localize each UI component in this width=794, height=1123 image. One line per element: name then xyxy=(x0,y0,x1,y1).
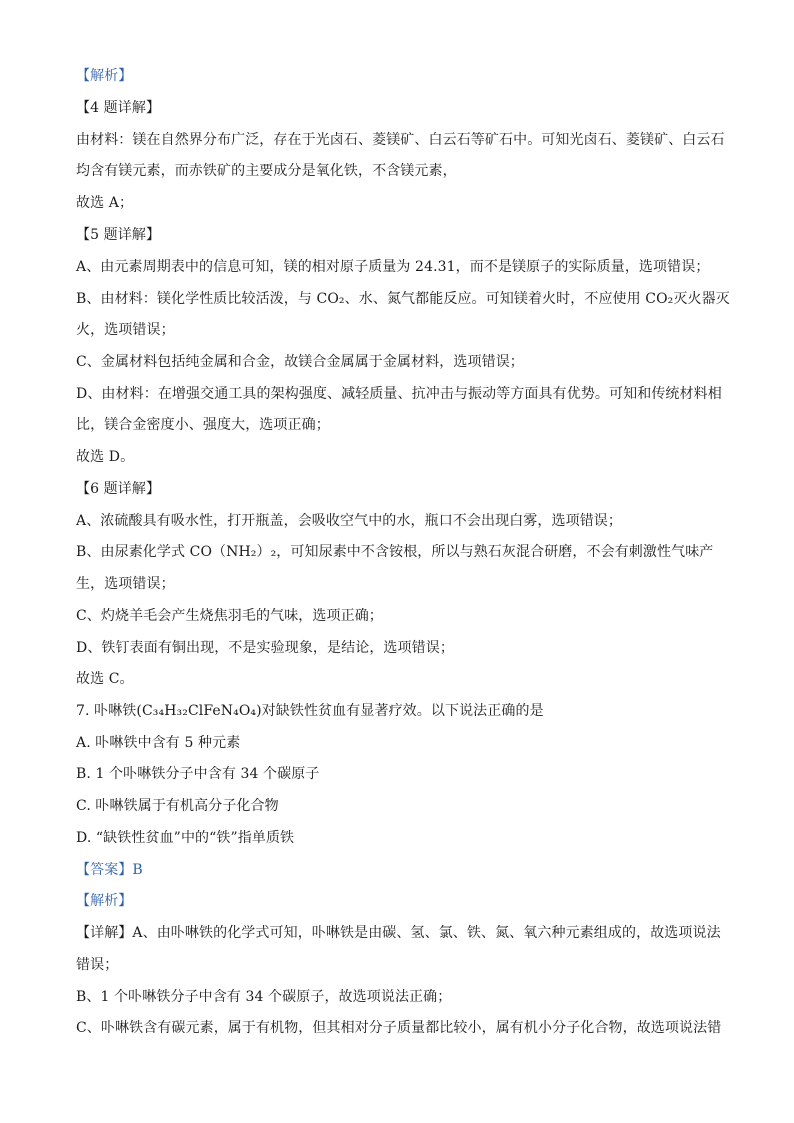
option-b-explanation: B、由尿素化学式 CO（NH₂）₂，可知尿素中不含铵根，所以与熟石灰混合研磨，不会有刺激性气味产 xyxy=(76,544,714,560)
detail-explanation: 【详解】A、由卟啉铁的化学式可知，卟啉铁是由碳、氢、氯、铁、氮、氧六种元素组成的，故选项说法 xyxy=(76,925,721,941)
option-a-explanation: A、浓硫酸具有吸水性，打开瓶盖，会吸收空气中的水，瓶口不会出现白雾，选项错误； xyxy=(76,513,623,529)
body-line: 生，选项错误； xyxy=(76,576,175,592)
question-7-option-b: B. 1 个卟啉铁分子中含有 34 个碳原子 xyxy=(76,766,320,782)
option-b-explanation: B、1 个卟啉铁分子中含有 34 个碳原子，故选项说法正确； xyxy=(76,989,452,1005)
answer-line: 故选 A； xyxy=(76,195,134,211)
question-7-option-c: C. 卟啉铁属于有机高分子化合物 xyxy=(76,798,279,814)
body-line: 由材料：镁在自然界分布广泛，存在于光卤石、菱镁矿、白云石等矿石中。可知光卤石、菱镁矿、白云石 xyxy=(76,132,725,148)
option-c-explanation: C、卟啉铁含有碳元素，属于有机物，但其相对分子质量都比较小，属有机小分子化合物，故选项说法错 xyxy=(76,1020,722,1036)
question-7-stem: 7. 卟啉铁(C₃₄H₃₂ClFeN₄O₄)对缺铁性贫血有显著疗效。以下说法正确的是 xyxy=(76,703,544,719)
body-line: 比，镁合金密度小、强度大，选项正确； xyxy=(76,417,330,433)
q5-detail-heading: 【5 题详解】 xyxy=(76,227,161,243)
answer-line: 故选 D。 xyxy=(76,449,135,465)
option-d-explanation: D、铁钉表面有铜出现，不是实验现象，是结论，选项错误； xyxy=(76,640,454,656)
option-c-explanation: C、灼烧羊毛会产生烧焦羽毛的气味，选项正确； xyxy=(76,608,383,624)
section-heading-analysis: 【解析】 xyxy=(76,68,133,84)
question-7-option-a: A. 卟啉铁中含有 5 种元素 xyxy=(76,735,241,751)
body-line: 火，选项错误； xyxy=(76,322,175,338)
option-b-explanation: B、由材料：镁化学性质比较活泼，与 CO₂、水、氮气都能反应。可知镁着火时，不应使用 CO₂灭火器灭 xyxy=(76,291,730,307)
section-heading-analysis: 【解析】 xyxy=(76,893,133,909)
question-7-option-d: D. “缺铁性贫血”中的“铁”指单质铁 xyxy=(76,830,295,846)
body-line: 均含有镁元素，而赤铁矿的主要成分是氧化铁，不含镁元素， xyxy=(76,163,457,179)
q4-detail-heading: 【4 题详解】 xyxy=(76,100,161,116)
option-a-explanation: A、由元素周期表中的信息可知，镁的相对原子质量为 24.31，而不是镁原子的实际质量，选项错误； xyxy=(76,259,710,275)
answer-heading: 【答案】B xyxy=(76,862,143,878)
option-c-explanation: C、金属材料包括纯金属和合金，故镁合金属属于金属材料，选项错误； xyxy=(76,354,524,370)
q6-detail-heading: 【6 题详解】 xyxy=(76,481,161,497)
body-line: 错误； xyxy=(76,957,119,973)
option-d-explanation: D、由材料：在增强交通工具的架构强度、减轻质量、抗冲击与振动等方面具有优势。可知和传统材料相 xyxy=(76,386,722,402)
answer-line: 故选 C。 xyxy=(76,671,134,687)
